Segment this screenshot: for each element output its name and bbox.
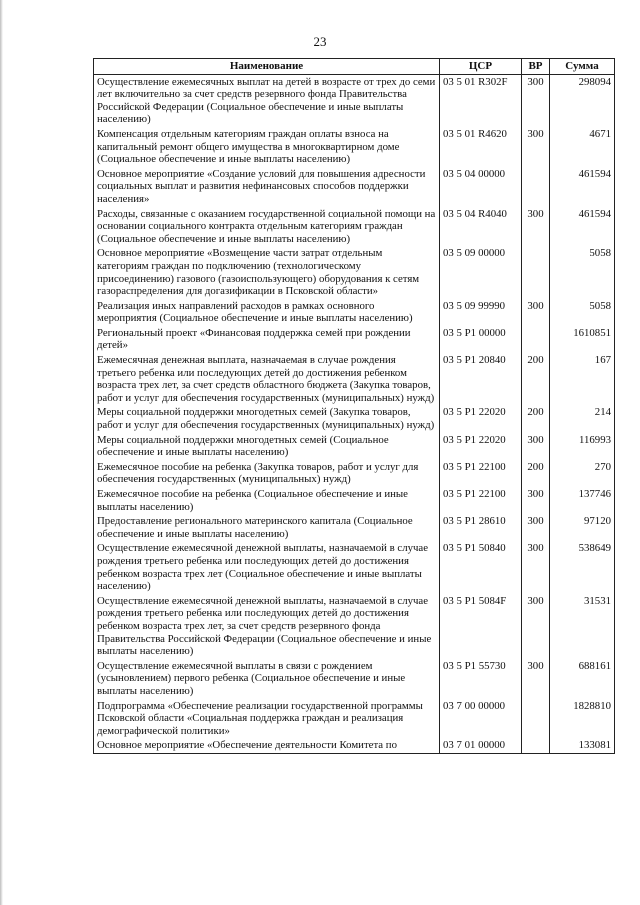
cell-name: Предоставление регионального материнского капитала (Социальное обеспечение и иные выплаты населению) — [94, 514, 440, 541]
cell-name: Осуществление ежемесячной выплаты в связи с рождением (усыновлением) первого ребенка (Социальное обеспечение и иные выплаты населению) — [94, 659, 440, 699]
table-body — [94, 74, 615, 753]
cell-sum: 538649 — [550, 541, 615, 593]
cell-sum: 133081 — [550, 738, 615, 753]
cell-vr — [522, 738, 550, 753]
cell-vr: 300 — [522, 594, 550, 659]
header-sum: Сумма — [550, 59, 615, 75]
cell-csr: 03 7 01 00000 — [440, 738, 522, 753]
cell-sum: 31531 — [550, 594, 615, 659]
cell-name: Подпрограмма «Обеспечение реализации государственной программы Псковской области «Социальная поддержка граждан и реализация демографической политики» — [94, 699, 440, 739]
cell-name: Ежемесячное пособие на ребенка (Закупка товаров, работ и услуг для обеспечения государственных (муниципальных) нужд) — [94, 460, 440, 487]
cell-csr: 03 5 04 R4040 — [440, 207, 522, 247]
cell-vr: 300 — [522, 207, 550, 247]
table-row — [94, 74, 615, 127]
cell-name: Расходы, связанные с оказанием государственной социальной помощи на основании социального контракта отдельным категориям граждан (Социальное обеспечение и иные выплаты населению) — [94, 207, 440, 247]
header-name: Наименование — [94, 59, 440, 75]
cell-name: Основное мероприятие «Создание условий для повышения адресности социальных выплат и развития нефинансовых способов поддержки населения» — [94, 167, 440, 207]
cell-csr: 03 5 P1 00000 — [440, 326, 522, 353]
cell-sum: 214 — [550, 405, 615, 432]
cell-vr — [522, 326, 550, 353]
cell-name: Осуществление ежемесячной денежной выплаты, назначаемой в случае рождения третьего ребенка или последующих детей до достижения ребенком возраста трех лет, за счет средств резервного фонда Правительства Российской Федерации (Социальное обеспечение и иные выплаты населению) — [94, 594, 440, 659]
header-csr: ЦСР — [440, 59, 522, 75]
cell-sum: 298094 — [550, 74, 615, 127]
table-row — [94, 594, 615, 659]
cell-vr — [522, 167, 550, 207]
cell-csr: 03 7 00 00000 — [440, 699, 522, 739]
header-vr: ВР — [522, 59, 550, 75]
cell-name: Осуществление ежемесячной денежной выплаты, назначаемой в случае рождения третьего ребенка или последующих детей до достижения ребенком возраста трех лет (Социальное обеспечение и иные выплаты населению) — [94, 541, 440, 593]
table-row — [94, 127, 615, 167]
cell-name: Ежемесячная денежная выплата, назначаемая в случае рождения третьего ребенка или последующих детей до достижения ребенком возраста трех лет, за счет средств областного бюджета (Закупка товаров, работ и услуг для обеспечения государственных (муниципальных) нужд) — [94, 353, 440, 405]
cell-vr — [522, 246, 550, 298]
table-row — [94, 167, 615, 207]
cell-csr: 03 5 01 R4620 — [440, 127, 522, 167]
cell-vr: 200 — [522, 353, 550, 405]
cell-csr: 03 5 P1 20840 — [440, 353, 522, 405]
cell-name: Реализация иных направлений расходов в рамках основного мероприятия (Социальное обеспечение и иные выплаты населению) — [94, 299, 440, 326]
cell-vr: 300 — [522, 514, 550, 541]
cell-vr: 300 — [522, 541, 550, 593]
cell-sum: 137746 — [550, 487, 615, 514]
table-row — [94, 405, 615, 432]
cell-vr: 300 — [522, 433, 550, 460]
cell-sum: 688161 — [550, 659, 615, 699]
table-row — [94, 207, 615, 247]
table-row — [94, 541, 615, 593]
table-row — [94, 487, 615, 514]
cell-csr: 03 5 01 R302F — [440, 74, 522, 127]
cell-name: Меры социальной поддержки многодетных семей (Закупка товаров, работ и услуг для обеспечения государственных (муниципальных) нужд) — [94, 405, 440, 432]
cell-csr: 03 5 P1 28610 — [440, 514, 522, 541]
scan-edge — [0, 0, 3, 905]
cell-sum: 1828810 — [550, 699, 615, 739]
cell-sum: 270 — [550, 460, 615, 487]
cell-vr: 300 — [522, 487, 550, 514]
cell-csr: 03 5 P1 55730 — [440, 659, 522, 699]
cell-sum: 461594 — [550, 207, 615, 247]
cell-sum: 97120 — [550, 514, 615, 541]
cell-sum: 116993 — [550, 433, 615, 460]
cell-sum: 167 — [550, 353, 615, 405]
cell-vr: 300 — [522, 299, 550, 326]
cell-sum: 5058 — [550, 246, 615, 298]
cell-csr: 03 5 P1 22100 — [440, 460, 522, 487]
cell-csr: 03 5 04 00000 — [440, 167, 522, 207]
cell-vr: 300 — [522, 127, 550, 167]
cell-csr: 03 5 P1 22020 — [440, 433, 522, 460]
cell-sum: 461594 — [550, 167, 615, 207]
cell-csr: 03 5 09 00000 — [440, 246, 522, 298]
cell-name: Осуществление ежемесячных выплат на детей в возрасте от трех до семи лет включительно за счет средств резервного фонда Правительства Российской Федерации (Социальное обеспечение и иные выплаты населению) — [94, 74, 440, 127]
cell-vr: 200 — [522, 405, 550, 432]
cell-csr: 03 5 P1 50840 — [440, 541, 522, 593]
cell-vr: 200 — [522, 460, 550, 487]
table-row — [94, 738, 615, 753]
cell-csr: 03 5 09 99990 — [440, 299, 522, 326]
table-row — [94, 514, 615, 541]
table-header-row — [94, 59, 615, 75]
cell-name: Ежемесячное пособие на ребенка (Социальное обеспечение и иные выплаты населению) — [94, 487, 440, 514]
table-row — [94, 460, 615, 487]
table-row — [94, 246, 615, 298]
budget-table — [93, 58, 615, 754]
cell-csr: 03 5 P1 22100 — [440, 487, 522, 514]
cell-name: Компенсация отдельным категориям граждан оплаты взноса на капитальный ремонт общего имущества в многоквартирном доме (Социальное обеспечение и иные выплаты населению) — [94, 127, 440, 167]
cell-sum: 5058 — [550, 299, 615, 326]
page-number: 23 — [313, 34, 327, 49]
table-row — [94, 326, 615, 353]
cell-vr — [522, 699, 550, 739]
table-row — [94, 299, 615, 326]
table-row — [94, 699, 615, 739]
cell-sum: 1610851 — [550, 326, 615, 353]
table-row — [94, 353, 615, 405]
table-row — [94, 659, 615, 699]
cell-vr: 300 — [522, 74, 550, 127]
cell-name: Основное мероприятие «Возмещение части затрат отдельным категориям граждан по подключению (технологическому присоединению) газового (газоиспользующего) оборудования к сетям газораспределения для догазификации в Псковской области» — [94, 246, 440, 298]
cell-csr: 03 5 P1 5084F — [440, 594, 522, 659]
cell-name: Меры социальной поддержки многодетных семей (Социальное обеспечение и иные выплаты населению) — [94, 433, 440, 460]
cell-csr: 03 5 P1 22020 — [440, 405, 522, 432]
cell-sum: 4671 — [550, 127, 615, 167]
cell-name: Региональный проект «Финансовая поддержка семей при рождении детей» — [94, 326, 440, 353]
table-row — [94, 433, 615, 460]
cell-vr: 300 — [522, 659, 550, 699]
cell-name: Основное мероприятие «Обеспечение деятельности Комитета по — [94, 738, 440, 753]
